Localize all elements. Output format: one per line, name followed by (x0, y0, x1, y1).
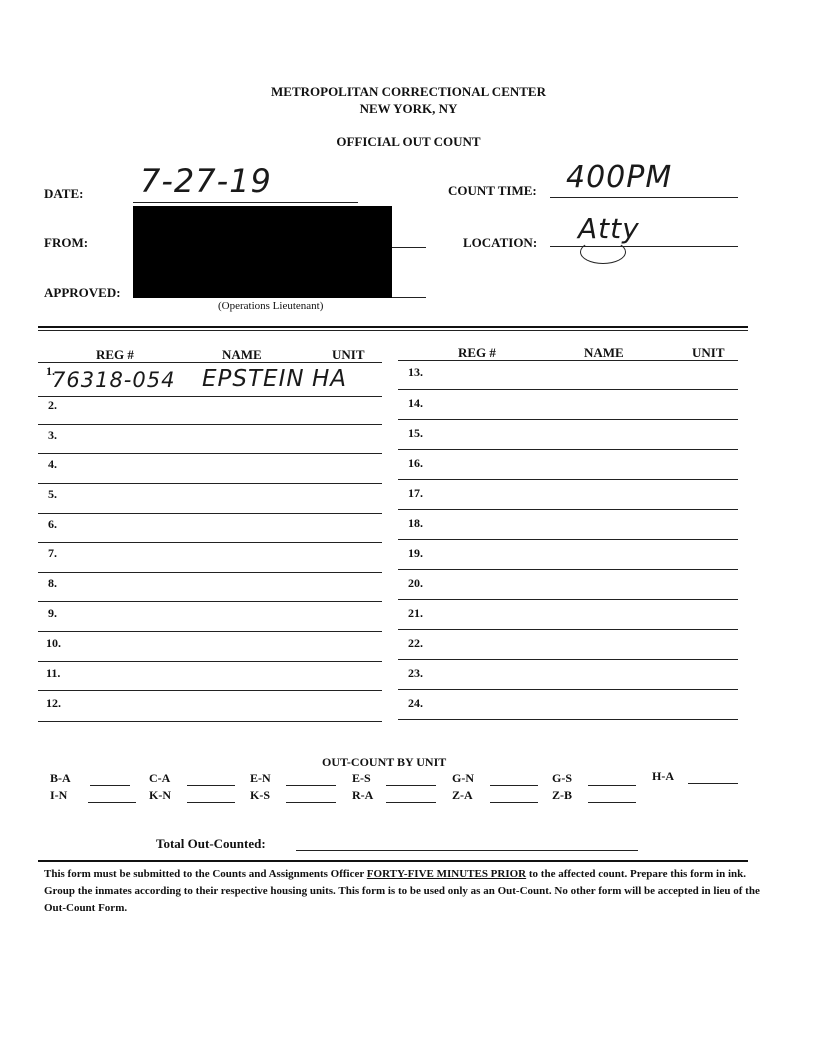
redaction-block (133, 206, 392, 298)
right-name-header: NAME (584, 345, 624, 360)
unit-label: E-N (250, 771, 271, 785)
row-number: 14. (408, 396, 423, 410)
location-label: LOCATION: (463, 235, 538, 250)
row-number: 1. (46, 364, 55, 378)
row-line (38, 483, 382, 484)
unit-label: G-S (552, 771, 573, 785)
unit-blank (187, 785, 235, 786)
out-count-title: OUT-COUNT BY UNIT (322, 755, 447, 769)
date-value: 7-27-19 (140, 162, 272, 200)
row-line (398, 479, 738, 480)
row-number: 10. (46, 636, 61, 650)
row-1-unit: HA (312, 366, 348, 392)
approved-caption: (Operations Lieutenant) (218, 300, 324, 312)
footer-emphasis: FORTY-FIVE MINUTES PRIOR (366, 868, 527, 880)
row-line (38, 572, 382, 573)
row-line (38, 396, 382, 397)
row-line (38, 453, 382, 454)
row-line (38, 661, 382, 662)
date-label: DATE: (44, 186, 84, 201)
footer-text-part-1: This form must be submitted to the Counts and Assignments Officer (44, 868, 367, 880)
unit-label: R-A (352, 788, 374, 802)
row-number: 16. (408, 456, 423, 470)
row-line (398, 419, 738, 420)
row-number: 18. (408, 516, 423, 530)
row-1-reg: 76318-054 (52, 368, 176, 392)
unit-blank (286, 802, 336, 803)
row-line (398, 689, 738, 690)
row-number: 15. (408, 426, 423, 440)
row-line (38, 721, 382, 722)
row-number: 24. (408, 696, 423, 710)
count-time-label: COUNT TIME: (448, 183, 537, 198)
row-number: 19. (408, 546, 423, 560)
unit-blank (490, 785, 538, 786)
unit-blank (88, 802, 136, 803)
unit-blank (286, 785, 336, 786)
row-number: 5. (48, 487, 57, 501)
unit-label: C-A (149, 771, 171, 785)
section-divider-top (38, 326, 748, 328)
count-time-value: 400PM (566, 160, 673, 195)
row-number: 20. (408, 576, 423, 590)
row-number: 9. (48, 606, 57, 620)
unit-blank (588, 785, 636, 786)
row-line (398, 659, 738, 660)
approved-label: APPROVED: (44, 285, 121, 300)
unit-label: H-A (652, 769, 674, 783)
left-unit-header: UNIT (332, 347, 365, 362)
left-header-line (38, 362, 382, 363)
row-number: 8. (48, 576, 57, 590)
row-number: 2. (48, 398, 57, 412)
row-line (398, 389, 738, 390)
right-reg-header: REG # (458, 345, 496, 360)
row-number: 4. (48, 457, 57, 471)
unit-blank (187, 802, 235, 803)
section-divider-top-thin (38, 330, 748, 331)
institution-name: METROPOLITAN CORRECTIONAL CENTER (271, 84, 546, 99)
row-line (398, 509, 738, 510)
row-number: 23. (408, 666, 423, 680)
row-line (398, 539, 738, 540)
footer-divider (38, 860, 748, 862)
row-line (38, 631, 382, 632)
row-number: 11. (46, 666, 61, 680)
row-line (38, 424, 382, 425)
unit-label: Z-A (452, 788, 473, 802)
row-line (38, 690, 382, 691)
count-time-line (550, 197, 738, 198)
approved-line (392, 297, 426, 298)
left-name-header: NAME (222, 347, 262, 362)
row-number: 6. (48, 517, 57, 531)
date-line (133, 202, 358, 203)
unit-label: K-N (149, 788, 171, 802)
right-header-line (398, 360, 738, 361)
handwriting-loop (580, 240, 626, 264)
total-line (296, 850, 638, 851)
form-title: OFFICIAL OUT COUNT (336, 134, 481, 149)
location-line (550, 246, 738, 247)
unit-label: G-N (452, 771, 474, 785)
row-line (38, 542, 382, 543)
unit-label: E-S (352, 771, 371, 785)
from-label: FROM: (44, 235, 89, 250)
unit-label: K-S (250, 788, 271, 802)
row-number: 13. (408, 365, 423, 379)
unit-label: Z-B (552, 788, 573, 802)
unit-blank (588, 802, 636, 803)
unit-blank (386, 785, 436, 786)
row-number: 17. (408, 486, 423, 500)
unit-label: I-N (50, 788, 68, 802)
row-line (38, 601, 382, 602)
row-line (398, 719, 738, 720)
unit-blank (688, 783, 738, 784)
unit-blank (386, 802, 436, 803)
row-line (398, 569, 738, 570)
row-line (398, 599, 738, 600)
row-number: 3. (48, 428, 57, 442)
row-number: 22. (408, 636, 423, 650)
row-number: 12. (46, 696, 61, 710)
footer-instructions (44, 866, 764, 917)
row-1-name: EPSTEIN (202, 366, 305, 392)
row-line (398, 449, 738, 450)
institution-city: NEW YORK, NY (359, 101, 458, 116)
location-value: Atty (578, 212, 640, 245)
row-number: 7. (48, 546, 57, 560)
unit-blank (490, 802, 538, 803)
unit-label: B-A (50, 771, 71, 785)
left-reg-header: REG # (96, 347, 134, 362)
footer-text-part-2: to the affected count. Prepare this form in ink. Group the inmates according to their respective housing units. This form is to be used only as an Out-Count. No other form will be accepted in lieu of the Out-Count Form. (44, 868, 760, 914)
unit-blank (90, 785, 130, 786)
right-unit-header: UNIT (692, 345, 725, 360)
row-number: 21. (408, 606, 423, 620)
total-label: Total Out-Counted: (156, 836, 266, 851)
row-line (398, 629, 738, 630)
from-line (392, 247, 426, 248)
row-line (38, 513, 382, 514)
